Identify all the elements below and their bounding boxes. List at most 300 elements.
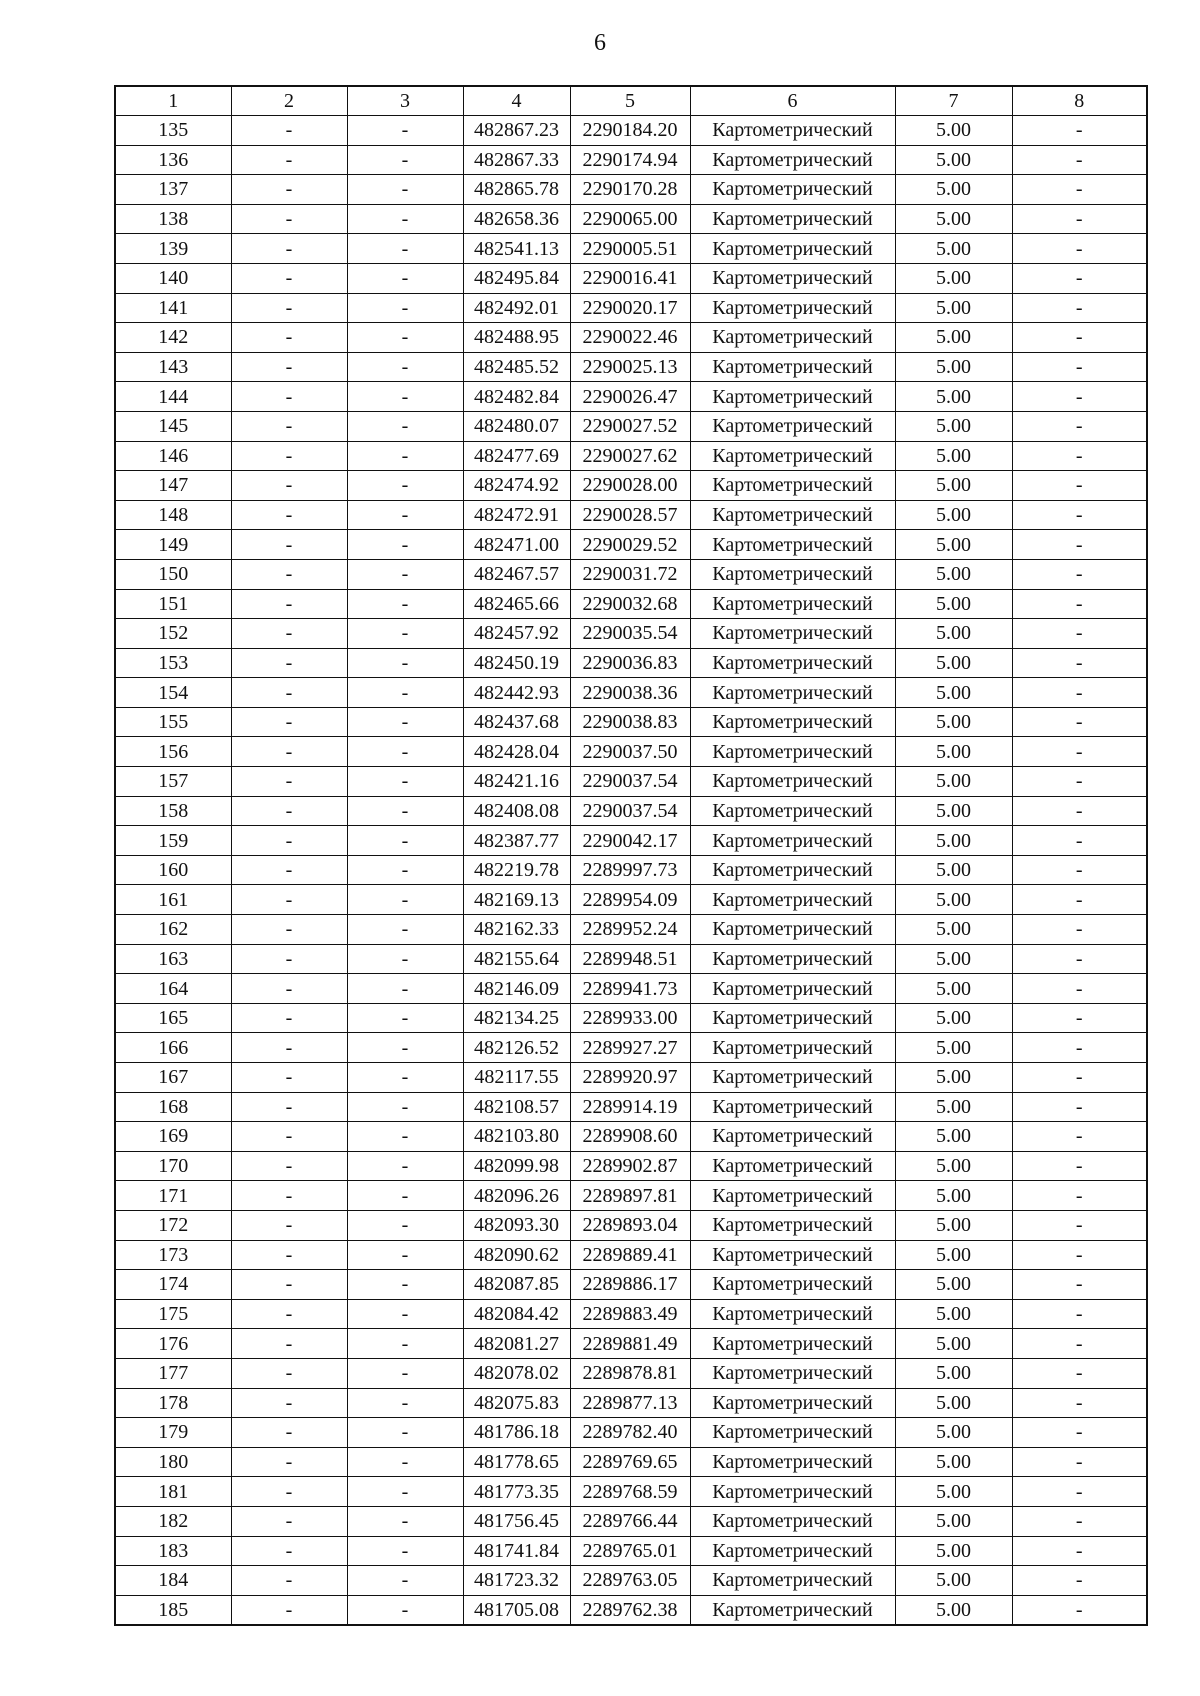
table-row	[115, 885, 1147, 915]
y-coordinate-cell: 2289782.40	[570, 1418, 690, 1448]
col2-cell: -	[231, 1418, 347, 1448]
col2-cell: -	[231, 382, 347, 412]
y-coordinate-cell: 2290029.52	[570, 530, 690, 560]
y-coordinate-cell: 2289878.81	[570, 1358, 690, 1388]
table-row	[115, 1536, 1147, 1566]
table-row	[115, 1388, 1147, 1418]
method-cell: Картометрический	[690, 1477, 895, 1507]
col2-cell: -	[231, 855, 347, 885]
col2-cell: -	[231, 1595, 347, 1625]
method-cell: Картометрический	[690, 471, 895, 501]
point-number-cell: 155	[115, 707, 231, 737]
col3-cell: -	[347, 1151, 463, 1181]
accuracy-cell: 5.00	[895, 1506, 1012, 1536]
accuracy-cell: 5.00	[895, 145, 1012, 175]
col3-cell: -	[347, 559, 463, 589]
col3-cell: -	[347, 382, 463, 412]
method-cell: Картометрический	[690, 1122, 895, 1152]
accuracy-cell: 5.00	[895, 1063, 1012, 1093]
col8-cell: -	[1012, 1270, 1147, 1300]
method-cell: Картометрический	[690, 293, 895, 323]
y-coordinate-cell: 2290031.72	[570, 559, 690, 589]
col2-cell: -	[231, 530, 347, 560]
x-coordinate-cell: 482467.57	[463, 559, 570, 589]
col3-cell: -	[347, 1003, 463, 1033]
table-row	[115, 1270, 1147, 1300]
col3-cell: -	[347, 1358, 463, 1388]
col8-cell: -	[1012, 1033, 1147, 1063]
table-row	[115, 382, 1147, 412]
col2-cell: -	[231, 116, 347, 146]
point-number-cell: 178	[115, 1388, 231, 1418]
x-coordinate-cell: 482474.92	[463, 471, 570, 501]
col8-cell: -	[1012, 175, 1147, 205]
method-cell: Картометрический	[690, 619, 895, 649]
col2-cell: -	[231, 1536, 347, 1566]
col3-cell: -	[347, 530, 463, 560]
col2-cell: -	[231, 1299, 347, 1329]
x-coordinate-cell: 482090.62	[463, 1240, 570, 1270]
x-coordinate-cell: 482387.77	[463, 826, 570, 856]
method-cell: Картометрический	[690, 1566, 895, 1596]
col3-cell: -	[347, 1181, 463, 1211]
accuracy-cell: 5.00	[895, 944, 1012, 974]
col8-cell: -	[1012, 323, 1147, 353]
col3-cell: -	[347, 737, 463, 767]
col3-cell: -	[347, 1063, 463, 1093]
point-number-cell: 146	[115, 441, 231, 471]
x-coordinate-cell: 482126.52	[463, 1033, 570, 1063]
table-row	[115, 263, 1147, 293]
col2-cell: -	[231, 441, 347, 471]
method-cell: Картометрический	[690, 1536, 895, 1566]
y-coordinate-cell: 2290170.28	[570, 175, 690, 205]
method-cell: Картометрический	[690, 1447, 895, 1477]
method-cell: Картометрический	[690, 1299, 895, 1329]
method-cell: Картометрический	[690, 944, 895, 974]
y-coordinate-cell: 2289883.49	[570, 1299, 690, 1329]
col8-cell: -	[1012, 411, 1147, 441]
table-row	[115, 352, 1147, 382]
method-cell: Картометрический	[690, 116, 895, 146]
accuracy-cell: 5.00	[895, 737, 1012, 767]
y-coordinate-cell: 2290027.52	[570, 411, 690, 441]
table-row	[115, 441, 1147, 471]
x-coordinate-cell: 482480.07	[463, 411, 570, 441]
page-number: 6	[594, 30, 606, 56]
col3-cell: -	[347, 1092, 463, 1122]
accuracy-cell: 5.00	[895, 559, 1012, 589]
point-number-cell: 182	[115, 1506, 231, 1536]
accuracy-cell: 5.00	[895, 293, 1012, 323]
col2-cell: -	[231, 352, 347, 382]
x-coordinate-cell: 482162.33	[463, 915, 570, 945]
accuracy-cell: 5.00	[895, 855, 1012, 885]
table-row	[115, 589, 1147, 619]
col3-cell: -	[347, 944, 463, 974]
x-coordinate-cell: 482495.84	[463, 263, 570, 293]
accuracy-cell: 5.00	[895, 175, 1012, 205]
point-number-cell: 180	[115, 1447, 231, 1477]
point-number-cell: 176	[115, 1329, 231, 1359]
col8-cell: -	[1012, 1063, 1147, 1093]
method-cell: Картометрический	[690, 855, 895, 885]
col8-cell: -	[1012, 707, 1147, 737]
y-coordinate-cell: 2289763.05	[570, 1566, 690, 1596]
x-coordinate-cell: 482442.93	[463, 678, 570, 708]
col2-cell: -	[231, 559, 347, 589]
col3-cell: -	[347, 678, 463, 708]
col3-cell: -	[347, 204, 463, 234]
point-number-cell: 173	[115, 1240, 231, 1270]
x-coordinate-cell: 481723.32	[463, 1566, 570, 1596]
col3-cell: -	[347, 885, 463, 915]
x-coordinate-cell: 482428.04	[463, 737, 570, 767]
point-number-cell: 156	[115, 737, 231, 767]
y-coordinate-cell: 2290037.54	[570, 796, 690, 826]
table-row	[115, 737, 1147, 767]
col3-cell: -	[347, 1122, 463, 1152]
table-row	[115, 678, 1147, 708]
x-coordinate-cell: 482093.30	[463, 1210, 570, 1240]
method-cell: Картометрический	[690, 352, 895, 382]
accuracy-cell: 5.00	[895, 1388, 1012, 1418]
col3-cell: -	[347, 1299, 463, 1329]
x-coordinate-cell: 482867.23	[463, 116, 570, 146]
col8-cell: -	[1012, 648, 1147, 678]
col2-cell: -	[231, 1270, 347, 1300]
accuracy-cell: 5.00	[895, 619, 1012, 649]
col2-cell: -	[231, 974, 347, 1004]
method-cell: Картометрический	[690, 1240, 895, 1270]
accuracy-cell: 5.00	[895, 1329, 1012, 1359]
col3-cell: -	[347, 175, 463, 205]
col3-cell: -	[347, 1033, 463, 1063]
col8-cell: -	[1012, 1210, 1147, 1240]
y-coordinate-cell: 2289952.24	[570, 915, 690, 945]
col8-cell: -	[1012, 1092, 1147, 1122]
col2-cell: -	[231, 1240, 347, 1270]
table-row	[115, 1122, 1147, 1152]
col3-cell: -	[347, 589, 463, 619]
point-number-cell: 153	[115, 648, 231, 678]
table-row	[115, 619, 1147, 649]
col8-cell: -	[1012, 974, 1147, 1004]
col2-cell: -	[231, 204, 347, 234]
accuracy-cell: 5.00	[895, 974, 1012, 1004]
table-row	[115, 915, 1147, 945]
col2-cell: -	[231, 737, 347, 767]
point-number-cell: 139	[115, 234, 231, 264]
col3-cell: -	[347, 974, 463, 1004]
col8-cell: -	[1012, 559, 1147, 589]
x-coordinate-cell: 482867.33	[463, 145, 570, 175]
x-coordinate-cell: 482492.01	[463, 293, 570, 323]
y-coordinate-cell: 2290016.41	[570, 263, 690, 293]
col2-cell: -	[231, 707, 347, 737]
col3-cell: -	[347, 1536, 463, 1566]
table-row	[115, 411, 1147, 441]
x-coordinate-cell: 482117.55	[463, 1063, 570, 1093]
column-header: 4	[463, 86, 570, 116]
accuracy-cell: 5.00	[895, 1418, 1012, 1448]
col2-cell: -	[231, 767, 347, 797]
col8-cell: -	[1012, 1536, 1147, 1566]
y-coordinate-cell: 2290032.68	[570, 589, 690, 619]
table-row	[115, 648, 1147, 678]
point-number-cell: 171	[115, 1181, 231, 1211]
y-coordinate-cell: 2290184.20	[570, 116, 690, 146]
col3-cell: -	[347, 234, 463, 264]
method-cell: Картометрический	[690, 826, 895, 856]
accuracy-cell: 5.00	[895, 116, 1012, 146]
point-number-cell: 172	[115, 1210, 231, 1240]
col2-cell: -	[231, 1092, 347, 1122]
col2-cell: -	[231, 826, 347, 856]
method-cell: Картометрический	[690, 1388, 895, 1418]
col8-cell: -	[1012, 1595, 1147, 1625]
col2-cell: -	[231, 1447, 347, 1477]
point-number-cell: 167	[115, 1063, 231, 1093]
y-coordinate-cell: 2290028.00	[570, 471, 690, 501]
col8-cell: -	[1012, 826, 1147, 856]
y-coordinate-cell: 2290037.54	[570, 767, 690, 797]
col3-cell: -	[347, 707, 463, 737]
accuracy-cell: 5.00	[895, 589, 1012, 619]
col8-cell: -	[1012, 1388, 1147, 1418]
table-row	[115, 1151, 1147, 1181]
y-coordinate-cell: 2290005.51	[570, 234, 690, 264]
col2-cell: -	[231, 885, 347, 915]
point-number-cell: 142	[115, 323, 231, 353]
y-coordinate-cell: 2290028.57	[570, 500, 690, 530]
y-coordinate-cell: 2289933.00	[570, 1003, 690, 1033]
col3-cell: -	[347, 1270, 463, 1300]
col8-cell: -	[1012, 1358, 1147, 1388]
y-coordinate-cell: 2290042.17	[570, 826, 690, 856]
x-coordinate-cell: 482103.80	[463, 1122, 570, 1152]
column-header: 2	[231, 86, 347, 116]
point-number-cell: 136	[115, 145, 231, 175]
accuracy-cell: 5.00	[895, 411, 1012, 441]
col2-cell: -	[231, 944, 347, 974]
col3-cell: -	[347, 441, 463, 471]
col3-cell: -	[347, 263, 463, 293]
accuracy-cell: 5.00	[895, 915, 1012, 945]
col3-cell: -	[347, 145, 463, 175]
column-header: 7	[895, 86, 1012, 116]
x-coordinate-cell: 482482.84	[463, 382, 570, 412]
accuracy-cell: 5.00	[895, 885, 1012, 915]
y-coordinate-cell: 2289889.41	[570, 1240, 690, 1270]
method-cell: Картометрический	[690, 1151, 895, 1181]
column-header: 1	[115, 86, 231, 116]
y-coordinate-cell: 2289877.13	[570, 1388, 690, 1418]
accuracy-cell: 5.00	[895, 1210, 1012, 1240]
col3-cell: -	[347, 293, 463, 323]
x-coordinate-cell: 482169.13	[463, 885, 570, 915]
point-number-cell: 154	[115, 678, 231, 708]
method-cell: Картометрический	[690, 204, 895, 234]
accuracy-cell: 5.00	[895, 441, 1012, 471]
x-coordinate-cell: 482099.98	[463, 1151, 570, 1181]
x-coordinate-cell: 481741.84	[463, 1536, 570, 1566]
point-number-cell: 184	[115, 1566, 231, 1596]
method-cell: Картометрический	[690, 1270, 895, 1300]
col8-cell: -	[1012, 263, 1147, 293]
x-coordinate-cell: 482457.92	[463, 619, 570, 649]
table-row	[115, 855, 1147, 885]
y-coordinate-cell: 2289908.60	[570, 1122, 690, 1152]
col2-cell: -	[231, 1358, 347, 1388]
col8-cell: -	[1012, 589, 1147, 619]
table-row	[115, 1092, 1147, 1122]
x-coordinate-cell: 482477.69	[463, 441, 570, 471]
col2-cell: -	[231, 1033, 347, 1063]
col3-cell: -	[347, 1477, 463, 1507]
col8-cell: -	[1012, 1477, 1147, 1507]
col3-cell: -	[347, 1329, 463, 1359]
col8-cell: -	[1012, 1566, 1147, 1596]
table-row	[115, 145, 1147, 175]
y-coordinate-cell: 2289893.04	[570, 1210, 690, 1240]
accuracy-cell: 5.00	[895, 826, 1012, 856]
x-coordinate-cell: 482084.42	[463, 1299, 570, 1329]
point-number-cell: 185	[115, 1595, 231, 1625]
col3-cell: -	[347, 500, 463, 530]
table-row	[115, 1329, 1147, 1359]
accuracy-cell: 5.00	[895, 471, 1012, 501]
x-coordinate-cell: 482421.16	[463, 767, 570, 797]
accuracy-cell: 5.00	[895, 323, 1012, 353]
col8-cell: -	[1012, 796, 1147, 826]
column-header: 5	[570, 86, 690, 116]
point-number-cell: 166	[115, 1033, 231, 1063]
x-coordinate-cell: 482658.36	[463, 204, 570, 234]
table-row	[115, 1447, 1147, 1477]
col2-cell: -	[231, 263, 347, 293]
col8-cell: -	[1012, 1329, 1147, 1359]
y-coordinate-cell: 2289897.81	[570, 1181, 690, 1211]
y-coordinate-cell: 2290022.46	[570, 323, 690, 353]
col8-cell: -	[1012, 915, 1147, 945]
point-number-cell: 140	[115, 263, 231, 293]
method-cell: Картометрический	[690, 382, 895, 412]
method-cell: Картометрический	[690, 234, 895, 264]
method-cell: Картометрический	[690, 796, 895, 826]
table-body	[115, 116, 1147, 1626]
col2-cell: -	[231, 1151, 347, 1181]
y-coordinate-cell: 2290025.13	[570, 352, 690, 382]
col8-cell: -	[1012, 678, 1147, 708]
col2-cell: -	[231, 175, 347, 205]
x-coordinate-cell: 482134.25	[463, 1003, 570, 1033]
col2-cell: -	[231, 471, 347, 501]
col2-cell: -	[231, 1181, 347, 1211]
table-row	[115, 1240, 1147, 1270]
table-row	[115, 974, 1147, 1004]
method-cell: Картометрический	[690, 1595, 895, 1625]
accuracy-cell: 5.00	[895, 352, 1012, 382]
col8-cell: -	[1012, 885, 1147, 915]
col2-cell: -	[231, 1388, 347, 1418]
col2-cell: -	[231, 678, 347, 708]
x-coordinate-cell: 482075.83	[463, 1388, 570, 1418]
table-row	[115, 1299, 1147, 1329]
col3-cell: -	[347, 352, 463, 382]
col8-cell: -	[1012, 234, 1147, 264]
point-number-cell: 177	[115, 1358, 231, 1388]
col8-cell: -	[1012, 500, 1147, 530]
point-number-cell: 149	[115, 530, 231, 560]
method-cell: Картометрический	[690, 1210, 895, 1240]
method-cell: Картометрический	[690, 530, 895, 560]
table-row	[115, 1033, 1147, 1063]
point-number-cell: 168	[115, 1092, 231, 1122]
x-coordinate-cell: 482471.00	[463, 530, 570, 560]
y-coordinate-cell: 2289914.19	[570, 1092, 690, 1122]
col2-cell: -	[231, 293, 347, 323]
x-coordinate-cell: 482465.66	[463, 589, 570, 619]
x-coordinate-cell: 482488.95	[463, 323, 570, 353]
col8-cell: -	[1012, 293, 1147, 323]
x-coordinate-cell: 482219.78	[463, 855, 570, 885]
accuracy-cell: 5.00	[895, 500, 1012, 530]
col3-cell: -	[347, 411, 463, 441]
col8-cell: -	[1012, 855, 1147, 885]
method-cell: Картометрический	[690, 559, 895, 589]
method-cell: Картометрический	[690, 678, 895, 708]
header-row	[115, 86, 1147, 116]
col3-cell: -	[347, 1210, 463, 1240]
method-cell: Картометрический	[690, 767, 895, 797]
x-coordinate-cell: 482087.85	[463, 1270, 570, 1300]
accuracy-cell: 5.00	[895, 263, 1012, 293]
table-row	[115, 767, 1147, 797]
table-row	[115, 204, 1147, 234]
accuracy-cell: 5.00	[895, 1003, 1012, 1033]
accuracy-cell: 5.00	[895, 382, 1012, 412]
table-row	[115, 1003, 1147, 1033]
col3-cell: -	[347, 471, 463, 501]
y-coordinate-cell: 2289765.01	[570, 1536, 690, 1566]
point-number-cell: 170	[115, 1151, 231, 1181]
column-header: 6	[690, 86, 895, 116]
col8-cell: -	[1012, 1181, 1147, 1211]
col2-cell: -	[231, 796, 347, 826]
col8-cell: -	[1012, 1506, 1147, 1536]
x-coordinate-cell: 482146.09	[463, 974, 570, 1004]
method-cell: Картометрический	[690, 1033, 895, 1063]
y-coordinate-cell: 2289941.73	[570, 974, 690, 1004]
method-cell: Картометрический	[690, 263, 895, 293]
accuracy-cell: 5.00	[895, 648, 1012, 678]
col8-cell: -	[1012, 471, 1147, 501]
method-cell: Картометрический	[690, 1358, 895, 1388]
point-number-cell: 179	[115, 1418, 231, 1448]
accuracy-cell: 5.00	[895, 767, 1012, 797]
point-number-cell: 141	[115, 293, 231, 323]
method-cell: Картометрический	[690, 974, 895, 1004]
col3-cell: -	[347, 855, 463, 885]
col8-cell: -	[1012, 382, 1147, 412]
point-number-cell: 135	[115, 116, 231, 146]
table-row	[115, 707, 1147, 737]
col2-cell: -	[231, 411, 347, 441]
col8-cell: -	[1012, 1003, 1147, 1033]
table-row	[115, 323, 1147, 353]
col2-cell: -	[231, 145, 347, 175]
